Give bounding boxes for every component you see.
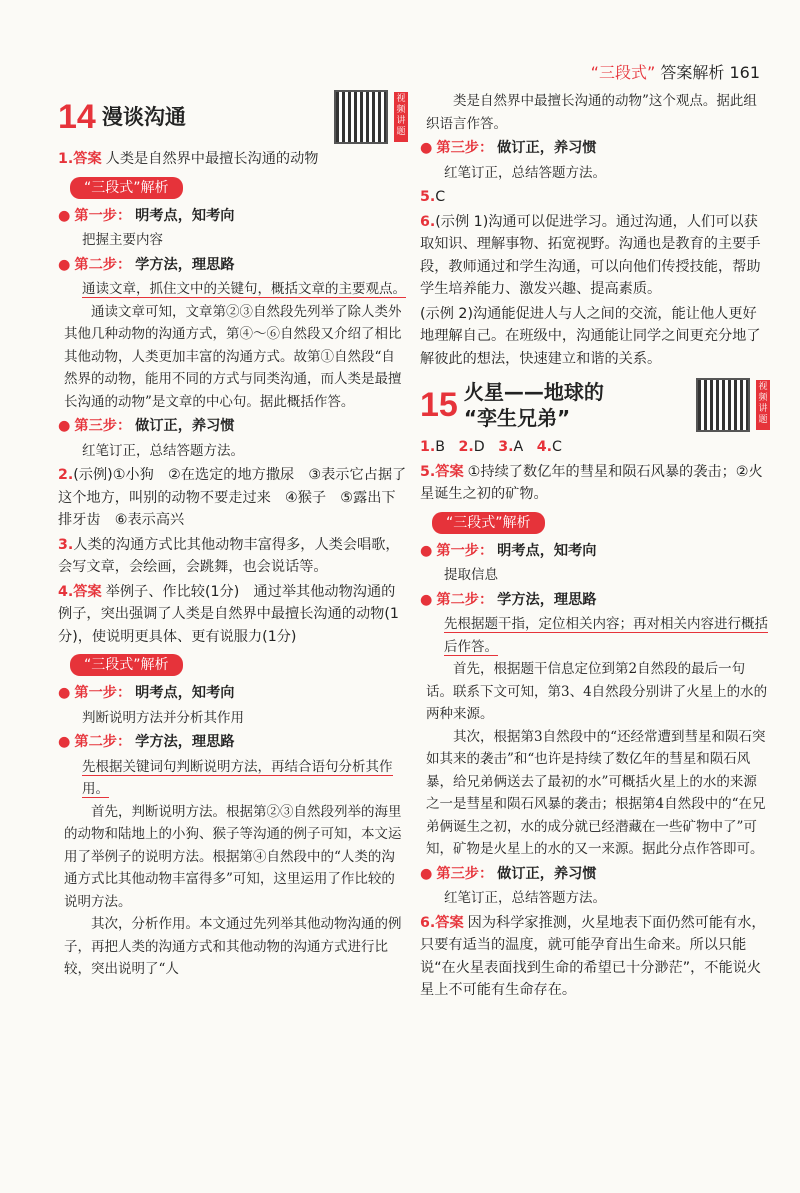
step-2 — [420, 589, 770, 612]
q1-num: 1. — [58, 151, 74, 167]
step-title: 做订正，养习惯 — [135, 418, 235, 434]
analysis-badge: “三段式”解析 — [432, 512, 545, 534]
video-tag: 视频讲题 — [394, 92, 408, 142]
step-body: 红笔订正，总结答题方法。 — [444, 164, 606, 181]
q3-answer: 人类的沟通方式比其他动物丰富得多，人类会唱歌，会写文章，会绘画，会跳舞，也会说话等。 — [58, 536, 400, 575]
arrow-icon: ● — [58, 256, 71, 273]
step-body: 先根据关键词句判断说明方法，再结合语句分析其作用。 — [82, 758, 393, 797]
step-title: 学方法，理思路 — [135, 256, 235, 273]
q5 — [420, 186, 770, 209]
q6-example-1: (示例 1)沟通可以促进学习。通过沟通，人们可以获取知识、理解事物、拓宽视野。沟通也是教育的主要手段，教师通过和学生沟通，可以向他们传授技能，帮助学生培养能力、激发兴趣、提高素质。 — [420, 213, 761, 297]
q6-num: 6. — [420, 213, 436, 230]
video-tag: 视频讲题 — [756, 380, 770, 430]
step-3 — [420, 137, 770, 160]
step-title: 学方法，理思路 — [497, 591, 597, 608]
step-label: 第一步： — [74, 207, 132, 224]
arrow-icon: ● — [420, 140, 433, 156]
q4-answer: 举例子、作比较(1分) 通过举其他动物沟通的例子，突出强调了人类是自然界中最擅长沟通的动物(1分)，使说明更具体、更有说服力(1分) — [58, 583, 399, 645]
page-header — [591, 60, 760, 83]
q1-4 — [420, 436, 770, 459]
step-body: 先根据题干指，定位相关内容；再对相关内容进行概括后作答。 — [444, 616, 768, 655]
step-3 — [58, 415, 408, 438]
step-label: 第二步： — [74, 256, 132, 273]
q2-num: 2. — [458, 439, 474, 455]
qr-code-icon[interactable] — [334, 90, 388, 144]
q3-num: 3. — [58, 536, 74, 553]
q3 — [58, 534, 408, 579]
step-title: 明考点，知考向 — [497, 542, 597, 559]
q6 — [420, 211, 770, 301]
header-brand: “三段式” — [590, 63, 656, 82]
step-label: 第二步： — [74, 734, 132, 750]
q4-num: 4. — [536, 439, 553, 455]
lesson-14-heading — [58, 90, 408, 144]
arrow-icon: ● — [58, 734, 71, 750]
analysis-paragraph: 类是自然界中最擅长沟通的动物”这个观点。据此组织语言作答。 — [426, 93, 757, 132]
q1-num: 1. — [420, 439, 436, 455]
step-1 — [420, 540, 770, 563]
q4 — [58, 581, 408, 649]
lesson-15-heading — [420, 378, 770, 432]
lesson-number: 15 — [420, 385, 458, 424]
step-1 — [58, 682, 408, 705]
lesson-title-line1: 火星——地球的 — [463, 380, 604, 404]
q5-num: 5. — [420, 189, 436, 205]
step-body: 通读文章，抓住文中的关键句，概括文章的主要观点。 — [82, 281, 406, 297]
analysis-paragraph: 其次，根据第3自然段中的“还经常遭到彗星和陨石突如其来的袭击”和“也许是持续了数亿年的彗星和陨石风暴，给兄弟俩送去了最初的水”可概括火星上的水的来源之一是彗星和陨石风暴的袭击；根据第4自然段中的“在兄弟俩诞生之初，水的成分就已经潜藏在一些矿物中了”可知，矿物是火星上的水的又一来源。据此分点作答即可。 — [426, 728, 766, 857]
step-2 — [58, 254, 408, 277]
answer-label: 答案 — [73, 583, 102, 600]
arrow-icon: ● — [58, 685, 71, 701]
step-label: 第二步： — [436, 591, 494, 608]
answer-label: 答案 — [435, 463, 464, 480]
answer-label: 答案 — [435, 914, 464, 931]
q5-answer: ①持续了数亿年的彗星和陨石风暴的袭击；②火星诞生之初的矿物。 — [420, 463, 763, 502]
lesson-title: 漫谈沟通 — [101, 104, 186, 129]
qr-code-icon[interactable] — [696, 378, 750, 432]
q3-answer: A — [513, 439, 524, 455]
header-suffix: 答案解析 — [660, 63, 725, 82]
step-label: 第三步： — [436, 865, 494, 882]
step-label: 第一步： — [436, 542, 494, 559]
arrow-icon: ● — [420, 865, 433, 882]
step-title: 做订正，养习惯 — [497, 865, 597, 882]
q1-answer: B — [435, 439, 445, 455]
q2-num: 2. — [58, 467, 74, 483]
analysis-paragraph: 首先，根据题干信息定位到第2自然段的最后一句话。联系下文可知，第3、4自然段分别讲了火星上的水的两种来源。 — [426, 661, 768, 722]
step-title: 学方法，理思路 — [135, 734, 235, 750]
step-3 — [420, 863, 770, 886]
q2-answer: (示例)①小狗 ②在选定的地方撒尿 ③表示它占据了这个地方，叫别的动物不要走过来 ④猴子 ⑤露出下排牙齿 ⑥表示高兴 — [58, 467, 407, 528]
q3-num: 3. — [498, 439, 514, 455]
q1-answer: 人类是自然界中最擅长沟通的动物 — [105, 151, 319, 167]
step-label: 第一步： — [74, 685, 132, 701]
answer-label: 答案 — [73, 151, 102, 167]
step-title: 做订正，养习惯 — [497, 140, 597, 156]
arrow-icon: ● — [58, 207, 71, 224]
analysis-badge: “三段式”解析 — [70, 177, 183, 199]
q5b — [420, 461, 770, 506]
step-label: 第三步： — [436, 140, 494, 156]
step-body: 把握主要内容 — [82, 232, 163, 248]
step-2 — [58, 731, 408, 754]
q5-answer: C — [435, 189, 446, 205]
q6-example-2: (示例 2)沟通能促进人与人之间的交流，能让他人更好地理解自己。在班级中，沟通能让同学之间更充分地了解彼此的想法，快速建立和谐的关系。 — [420, 305, 761, 367]
lesson-title-line2: “孪生兄弟” — [463, 406, 571, 430]
page-number: 161 — [729, 63, 760, 82]
step-body: 提取信息 — [444, 567, 498, 583]
lesson-title — [464, 379, 604, 431]
step-title: 明考点，知考向 — [135, 685, 235, 701]
q4-answer: C — [552, 439, 562, 455]
q2 — [58, 464, 408, 532]
step-title: 明考点，知考向 — [135, 207, 235, 224]
step-body: 红笔订正，总结答题方法。 — [82, 442, 244, 459]
q5-num: 5. — [420, 463, 436, 480]
left-column — [58, 90, 408, 981]
right-column — [420, 90, 770, 1004]
step-body: 红笔订正，总结答题方法。 — [444, 890, 606, 906]
analysis-paragraph: 通读文章可知，文章第②③自然段先列举了除人类外其他几种动物的沟通方式，第④～⑥自然段又介绍了相比其他动物，人类更加丰富的沟通方式。故第①自然段“自然界的动物，能用不同的方式与同类沟通，而人类是最擅长沟通的动物”是文章的中心句。据此概括作答。 — [64, 303, 402, 410]
step-label: 第三步： — [74, 418, 132, 434]
lesson-number: 14 — [58, 97, 96, 136]
q6-num: 6. — [420, 914, 436, 931]
q4-num: 4. — [58, 583, 74, 600]
arrow-icon: ● — [420, 542, 433, 559]
q2-answer: D — [473, 439, 485, 455]
step-1 — [58, 205, 408, 228]
step-body: 判断说明方法并分析其作用 — [82, 709, 244, 726]
q6-answer: 因为科学家推测，火星地表下面仍然可能有水，只要有适当的温度，就可能孕育出生命来。所以只能说“在火星表面找到生命的希望已十分渺茫”，不能说火星上不可能有生命存在。 — [420, 914, 766, 998]
arrow-icon: ● — [58, 418, 71, 434]
arrow-icon: ● — [420, 591, 433, 608]
analysis-badge: “三段式”解析 — [70, 654, 183, 676]
analysis-paragraph: 其次，分析作用。本文通过先列举其他动物沟通的例子，再把人类的沟通方式和其他动物的沟通方式进行比较，突出说明了“人 — [64, 916, 402, 977]
q6c — [420, 912, 770, 1002]
analysis-paragraph: 首先，判断说明方法。根据第②③自然段列举的海里的动物和陆地上的小狗、猴子等沟通的例子可知，本文运用了举例子的说明方法。根据第④自然段中的“人类的沟通方式比其他动物丰富得多”可知，这里运用了作比较的说明方法。 — [64, 803, 402, 910]
q1 — [58, 148, 408, 171]
